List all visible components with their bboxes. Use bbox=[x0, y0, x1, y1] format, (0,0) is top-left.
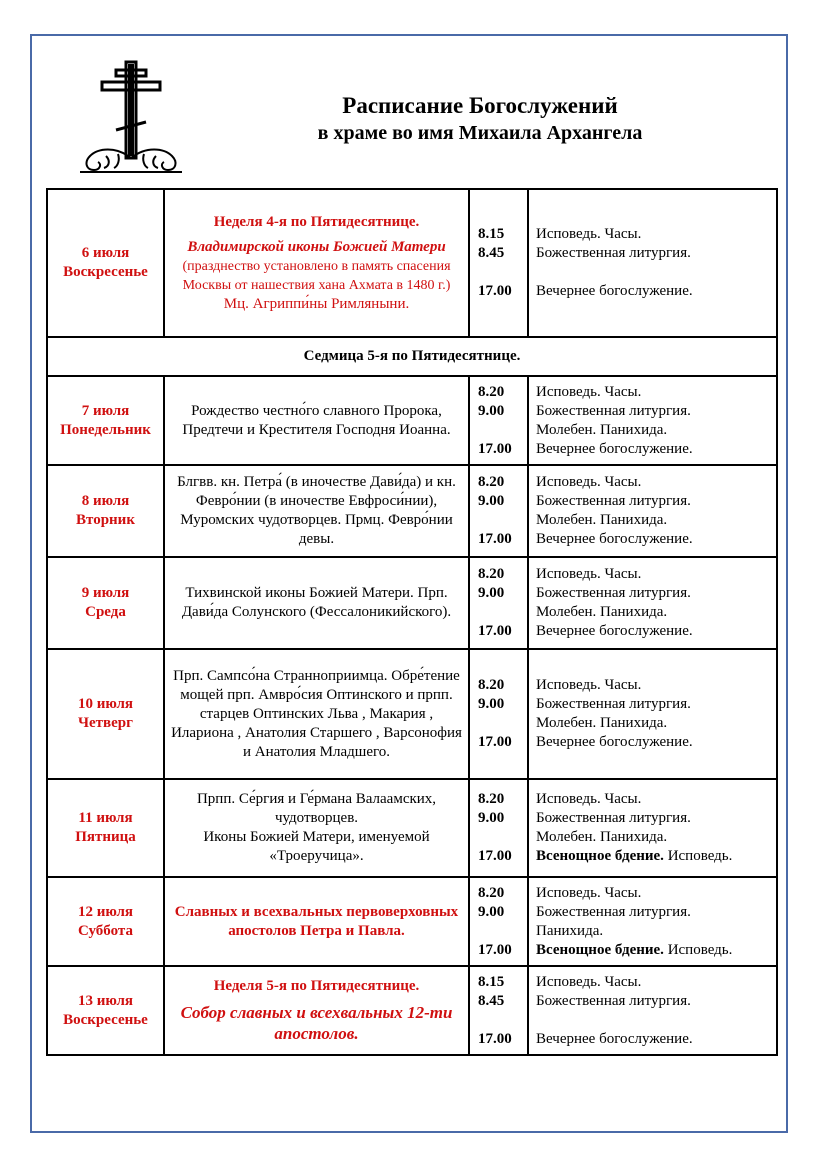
services-cell bbox=[528, 557, 777, 649]
date: 6 июля bbox=[81, 245, 130, 261]
services-cell bbox=[528, 649, 777, 779]
feast-cell bbox=[164, 779, 469, 877]
times-cell bbox=[469, 376, 528, 465]
times-cell bbox=[469, 649, 528, 779]
times-cell bbox=[469, 557, 528, 649]
service: Молебен. Панихида. bbox=[536, 715, 668, 731]
service: Божественная литургия. bbox=[536, 696, 691, 712]
date-cell bbox=[47, 877, 164, 966]
page-subtitle: в храме во имя Михаила Архангела bbox=[317, 122, 643, 144]
time: 9.00 bbox=[478, 810, 505, 826]
table-row bbox=[47, 376, 777, 465]
service: Божественная литургия. bbox=[536, 245, 691, 261]
page-title: Расписание Богослужений bbox=[342, 93, 618, 118]
service: Исповедь. Часы. bbox=[536, 566, 642, 582]
time: 8.15 bbox=[478, 973, 505, 990]
time: 8.20 bbox=[478, 791, 505, 807]
service: Молебен. Панихида. bbox=[536, 829, 668, 845]
times-cell bbox=[469, 966, 528, 1055]
time: 9.00 bbox=[478, 493, 505, 509]
date: 12 июля bbox=[77, 903, 133, 920]
service: Панихида. bbox=[536, 922, 604, 939]
time: 9.00 bbox=[478, 696, 505, 712]
service-bold: Всенощное бдение. bbox=[536, 941, 664, 958]
services-cell bbox=[528, 877, 777, 966]
table-row bbox=[47, 649, 777, 779]
feast-title: Неделя 4-я по Пятидесятнице. bbox=[213, 213, 420, 230]
feast-line: Иконы Божией Матери, именуемой «Троеручица». bbox=[203, 829, 430, 864]
weekday: Воскресенье bbox=[63, 264, 148, 280]
time: 9.00 bbox=[478, 903, 505, 920]
weekday: Вторник bbox=[76, 512, 135, 528]
date-cell bbox=[47, 376, 164, 465]
feast-cell bbox=[164, 189, 469, 337]
time: 9.00 bbox=[478, 585, 505, 601]
feast-cell: Прп. Сампсо́на Странноприимца. Обре́тение мощей прп. Амвро́сия Оптинского и прпп. старцев Оптинских Льва , Макария , Илариона , Анатолия Старшего , Варсонофия и Анатолия Младшего. bbox=[164, 649, 469, 779]
service: Вечернее богослужение. bbox=[536, 531, 693, 547]
service bbox=[536, 941, 776, 960]
service: Исповедь. Часы. bbox=[536, 973, 642, 990]
service: Божественная литургия. bbox=[536, 992, 691, 1009]
times-cell bbox=[469, 189, 528, 337]
date: 10 июля bbox=[77, 696, 133, 712]
time: 8.20 bbox=[478, 474, 505, 490]
date: 7 июля bbox=[81, 402, 130, 419]
time: 8.20 bbox=[478, 884, 505, 901]
time: 8.15 bbox=[478, 226, 505, 242]
time: 17.00 bbox=[478, 1030, 512, 1047]
service: Исповедь. Часы. bbox=[536, 791, 642, 807]
time: 8.20 bbox=[478, 677, 505, 693]
table-row bbox=[47, 779, 777, 877]
feast-note: (празднество установлено в память спасения Москвы от нашествия хана Ахмата в 1480 г.) bbox=[182, 258, 451, 293]
time: 9.00 bbox=[478, 402, 505, 419]
feast-cell bbox=[164, 966, 469, 1055]
time: 8.20 bbox=[478, 383, 505, 400]
table-row bbox=[47, 966, 777, 1055]
service: Исповедь. Часы. bbox=[536, 383, 642, 400]
weekday: Четверг bbox=[78, 715, 133, 731]
service: Вечернее богослужение. bbox=[536, 1030, 693, 1047]
feast-cell: Славных и всехвальных первоверховных апостолов Петра и Павла. bbox=[164, 877, 469, 966]
title-block bbox=[270, 92, 690, 146]
feast-icon: Владимирской иконы Божией Матери bbox=[187, 238, 446, 255]
table-row bbox=[47, 877, 777, 966]
service: Божественная литургия. bbox=[536, 810, 691, 826]
time: 17.00 bbox=[478, 848, 512, 864]
time: 17.00 bbox=[478, 283, 512, 299]
times-cell bbox=[469, 465, 528, 557]
service: Божественная литургия. bbox=[536, 903, 691, 920]
date: 11 июля bbox=[78, 810, 133, 826]
time: 8.45 bbox=[478, 992, 505, 1009]
weekday: Понедельник bbox=[60, 421, 151, 438]
service: Божественная литургия. bbox=[536, 585, 691, 601]
time: 17.00 bbox=[478, 734, 512, 750]
services-cell bbox=[528, 376, 777, 465]
date-cell bbox=[47, 649, 164, 779]
date-cell bbox=[47, 557, 164, 649]
service: Божественная литургия. bbox=[536, 402, 691, 419]
feast-cell: Тихвинской иконы Божией Матери. Прп. Дави́да Солунского (Фессалоникийского). bbox=[164, 557, 469, 649]
weekday: Пятница bbox=[75, 829, 136, 845]
services-cell bbox=[528, 966, 777, 1055]
feast-subtitle: Собор славных и всехвальных 12-ти апостолов. bbox=[180, 1003, 453, 1043]
date-cell bbox=[47, 189, 164, 337]
time: 17.00 bbox=[478, 440, 512, 457]
table-row bbox=[47, 189, 777, 337]
feast-title: Неделя 5-я по Пятидесятнице. bbox=[213, 978, 420, 994]
date: 9 июля bbox=[81, 585, 130, 601]
service bbox=[536, 847, 776, 866]
service-bold: Всенощное бдение. bbox=[536, 848, 664, 864]
service: Вечернее богослужение. bbox=[536, 283, 693, 299]
feast-cell: Блгвв. кн. Петра́ (в иночестве Дави́да) и кн. Февро́нии (в иночестве Евфроси́нии), Муромских чудотворцев. Прмц. Февро́нии девы. bbox=[164, 465, 469, 557]
time: 8.45 bbox=[478, 245, 505, 261]
service: Божественная литургия. bbox=[536, 493, 691, 509]
service: Молебен. Панихида. bbox=[536, 512, 668, 528]
services-cell bbox=[528, 779, 777, 877]
service-rest: Исповедь. bbox=[663, 941, 733, 958]
service: Вечернее богослужение. bbox=[536, 623, 693, 639]
date: 8 июля bbox=[81, 493, 130, 509]
service: Исповедь. Часы. bbox=[536, 677, 642, 693]
time: 17.00 bbox=[478, 531, 512, 547]
service: Вечернее богослужение. bbox=[536, 440, 693, 457]
table-row bbox=[47, 557, 777, 649]
week-row bbox=[47, 337, 777, 376]
feast-saint: Мц. Агриппи́ны Римляныни. bbox=[223, 295, 410, 312]
services-cell bbox=[528, 189, 777, 337]
service: Исповедь. Часы. bbox=[536, 474, 642, 490]
services-cell bbox=[528, 465, 777, 557]
service: Исповедь. Часы. bbox=[536, 884, 642, 901]
feast-cell: Рождество честно́го славного Пророка, Предтечи и Крестителя Господня Иоанна. bbox=[164, 376, 469, 465]
service: Молебен. Панихида. bbox=[536, 604, 668, 620]
schedule-table bbox=[46, 188, 778, 1056]
service-rest: Исповедь. bbox=[663, 848, 733, 864]
times-cell bbox=[469, 877, 528, 966]
date-cell bbox=[47, 966, 164, 1055]
orthodox-cross-icon bbox=[76, 60, 186, 180]
date-cell bbox=[47, 779, 164, 877]
date-cell bbox=[47, 465, 164, 557]
times-cell bbox=[469, 779, 528, 877]
week-title: Седмица 5-я по Пятидесятнице. bbox=[47, 337, 777, 376]
time: 17.00 bbox=[478, 941, 512, 958]
weekday: Среда bbox=[85, 604, 126, 620]
date: 13 июля bbox=[77, 992, 133, 1009]
time: 8.20 bbox=[478, 566, 505, 582]
service: Исповедь. Часы. bbox=[536, 226, 642, 242]
service: Молебен. Панихида. bbox=[536, 421, 668, 438]
service: Вечернее богослужение. bbox=[536, 734, 693, 750]
feast-line: Прпп. Се́ргия и Ге́рмана Валаамских, чудотворцев. bbox=[196, 791, 437, 826]
weekday: Суббота bbox=[78, 922, 133, 939]
table-row bbox=[47, 465, 777, 557]
time: 17.00 bbox=[478, 623, 512, 639]
weekday: Воскресенье bbox=[63, 1011, 148, 1028]
